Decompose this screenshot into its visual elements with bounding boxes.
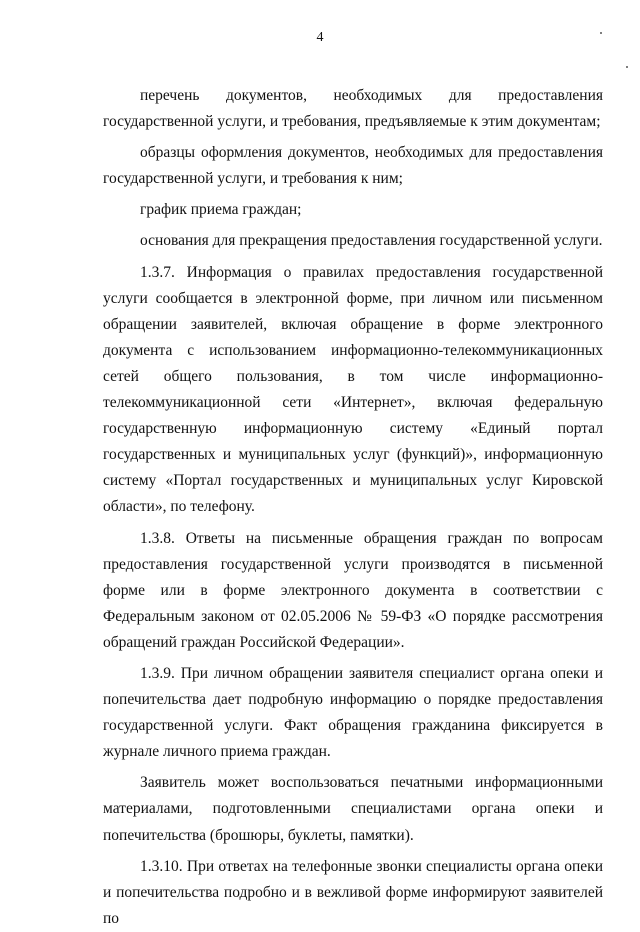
list-item-grounds: основания для прекращения предоставления государственной услуги. <box>140 232 603 250</box>
paragraph-1-3-10: 1.3.10. При ответах на телефонные звонки специалисты органа опеки и попечительства подробно и в вежливой форме информируют заявителей по <box>103 857 603 927</box>
list-item-samples: образцы оформления документов, необходимых для предоставления государственной услуги, и требования к ним; <box>103 144 603 188</box>
scan-speck <box>626 66 628 68</box>
page-number: 4 <box>316 30 324 45</box>
paragraph-applicant-materials: Заявитель может воспользоваться печатными информационными материалами, подготовленными специалистами органа опеки и попечительства (брошюры, буклеты, памятки). <box>103 774 603 844</box>
list-item-documents: перечень документов, необходимых для предоставления государственной услуги, и требования, предъявляемые к этим документам; <box>103 87 603 131</box>
document-body <box>103 83 603 932</box>
list-item-schedule: график приема граждан; <box>140 201 302 219</box>
paragraph-1-3-9: 1.3.9. При личном обращении заявителя специалист органа опеки и попечительства дает подробную информацию о порядке предоставления государственной услуги. Факт обращения гражданина фиксируется в журнале личного приема граждан. <box>103 664 603 761</box>
scan-speck <box>600 32 602 34</box>
paragraph-1-3-8: 1.3.8. Ответы на письменные обращения граждан по вопросам предоставления государственной услуги производятся в письменной форме или в форме электронного документа в соответствии с Федеральным законом от 02.05.2006 № 59-ФЗ «О порядке рассмотрения обращений граждан Российской Федерации». <box>103 529 603 651</box>
paragraph-1-3-7: 1.3.7. Информация о правилах предоставления государственной услуги сообщается в электронной форме, при личном или письменном обращении заявителей, включая обращение в форме электронного документа с использованием информационно-телекоммуникационных сетей общего пользования, в том числе информационно-телекоммуникационной сети «Интернет», включая федеральную государственную информационную систему «Единый портал государственных и муниципальных услуг (функций)», информационную систему «Портал государственных и муниципальных услуг Кировской области», по телефону. <box>103 263 603 516</box>
